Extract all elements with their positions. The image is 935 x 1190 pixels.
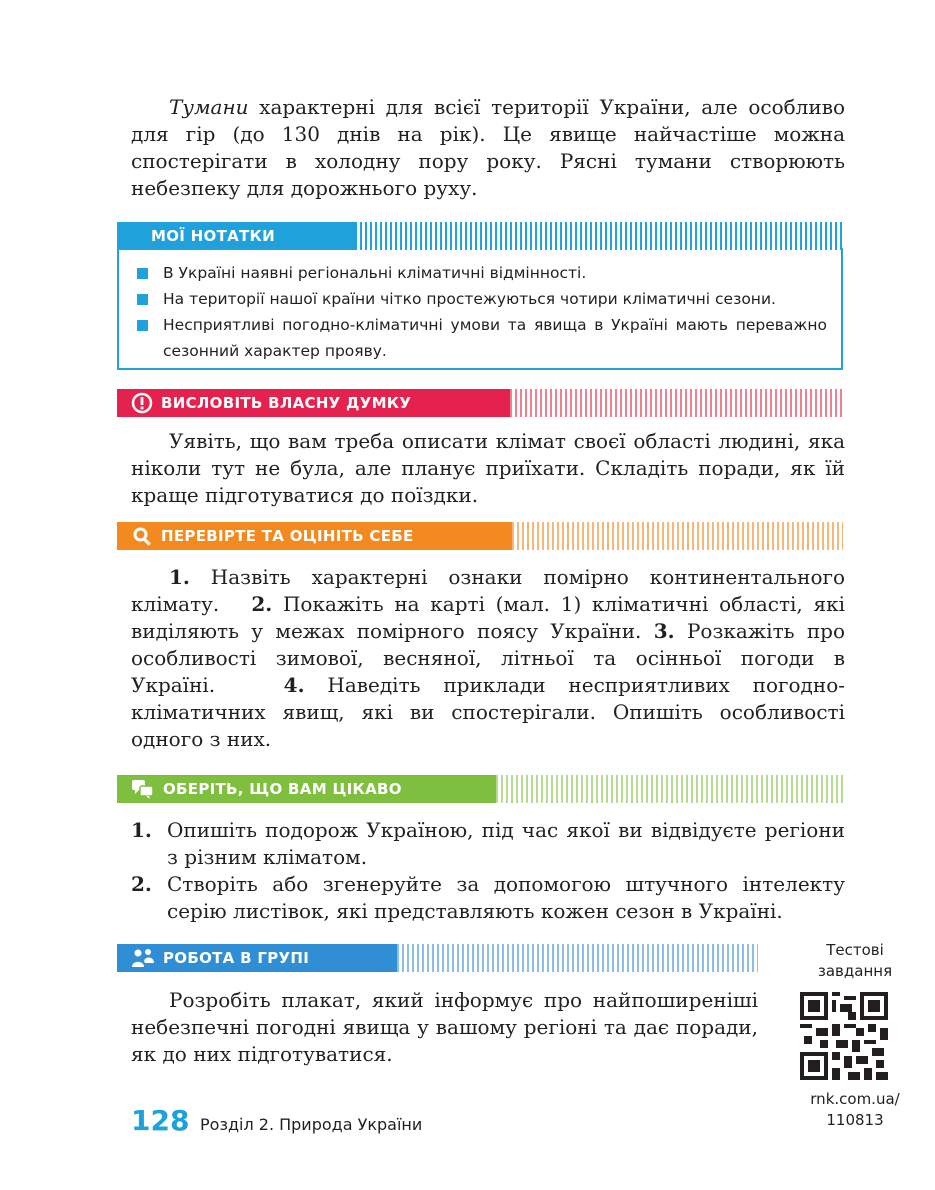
question-text: Наведіть приклади несприятливих погодно-кліматичних явищ, які ви спостерігали. Опишіть особливості одного з них. — [131, 673, 845, 751]
test-tasks-link[interactable] — [790, 1089, 920, 1131]
notes-item: В Україні наявні регіональні кліматичні відмінності. — [135, 260, 827, 286]
chat-bubbles-icon — [131, 778, 155, 800]
choose-item — [131, 817, 845, 871]
choose-item — [131, 871, 845, 925]
opinion-text: Уявіть, що вам треба описати клімат своєї області людині, яка ніколи тут не була, але планує приїхати. Складіть поради, як їй краще підготуватися до поїздки. — [131, 429, 845, 507]
notes-title: МОЇ НОТАТКИ — [151, 227, 275, 245]
link-line: 110813 — [826, 1111, 884, 1129]
test-tasks-line: завдання — [817, 962, 893, 980]
intro-italic-word: Тумани — [169, 95, 249, 119]
opinion-header-bar — [117, 389, 843, 417]
item-number: 1. — [131, 818, 152, 842]
check-text — [131, 564, 845, 753]
question-text: Розкажіть про особливості зимової, весняної, літньої та осінньої погоди в Україні. — [131, 619, 846, 697]
choose-title: ОБЕРІТЬ, ЩО ВАМ ЦІКАВО — [163, 780, 402, 798]
intro-paragraph — [131, 94, 845, 202]
intro-text: характерні для всієї території України, але особливо для гір (до 130 днів на рік). Це явище найчастіше можна спостерігати в холодну пору року. Рясні тумани створюють небезпеку для дорожнього руху. — [131, 95, 845, 200]
item-number: 2. — [131, 872, 152, 896]
group-header-stripes — [397, 944, 758, 972]
notes-item: На території нашої країни чітко простежуються чотири кліматичні сезони. — [135, 286, 827, 312]
notes-item: Несприятливі погодно-кліматичні умови та явища в Україні мають переважно сезонний характер прояву. — [135, 312, 827, 364]
item-text: Створіть або згенеруйте за допомогою штучного інтелекту серію листівок, які представляють кожен сезон в Україні. — [167, 872, 845, 923]
question-number: 4. — [283, 673, 305, 697]
opinion-title: ВИСЛОВІТЬ ВЛАСНУ ДУМКУ — [161, 394, 412, 412]
question-text: Покажіть на карті (мал. 1) кліматичні області, які виділяють у межах помірного поясу України. — [131, 592, 846, 643]
choose-header-bar — [117, 775, 843, 803]
link-line: rnk.com.ua/ — [810, 1090, 900, 1108]
notes-header-bar — [117, 222, 843, 250]
section-title: Розділ 2. Природа України — [200, 1115, 423, 1134]
group-header-bar — [117, 944, 758, 972]
notes-list — [119, 248, 841, 364]
magnifier-icon — [131, 525, 153, 547]
notes-header-solid — [117, 222, 355, 250]
exclamation-circle-icon — [131, 392, 153, 414]
choose-list — [131, 817, 845, 925]
opinion-header-solid — [117, 389, 510, 417]
question-number: 1. — [169, 565, 190, 589]
test-tasks-label — [790, 940, 920, 982]
test-tasks-line: Тестові — [826, 941, 884, 959]
qr-code[interactable] — [800, 992, 888, 1080]
group-header-solid — [117, 944, 397, 972]
check-header-solid — [117, 522, 512, 550]
question-number: 3. — [653, 619, 675, 643]
choose-header-stripes — [496, 775, 843, 803]
check-header-bar — [117, 522, 843, 550]
item-text: Опишіть подорож Україною, під час якої ви відвідуєте регіони з різним кліматом. — [167, 818, 845, 869]
check-header-stripes — [512, 522, 843, 550]
check-title: ПЕРЕВІРТЕ ТА ОЦІНІТЬ СЕБЕ — [161, 527, 414, 545]
opinion-header-stripes — [510, 389, 843, 417]
question-number: 2. — [251, 592, 273, 616]
group-title: РОБОТА В ГРУПІ — [163, 949, 310, 967]
choose-header-solid — [117, 775, 496, 803]
notes-box — [117, 248, 843, 370]
page-number: 128 — [131, 1104, 190, 1137]
question-text: Назвіть характерні ознаки помірно континентального клімату. — [131, 565, 845, 616]
people-group-icon — [131, 947, 155, 969]
group-text: Розробіть плакат, який інформує про найпоширеніші небезпечні погодні явища у вашому регіоні та дає поради, як до них підготуватися. — [131, 988, 758, 1066]
notes-header-stripes — [355, 222, 843, 250]
